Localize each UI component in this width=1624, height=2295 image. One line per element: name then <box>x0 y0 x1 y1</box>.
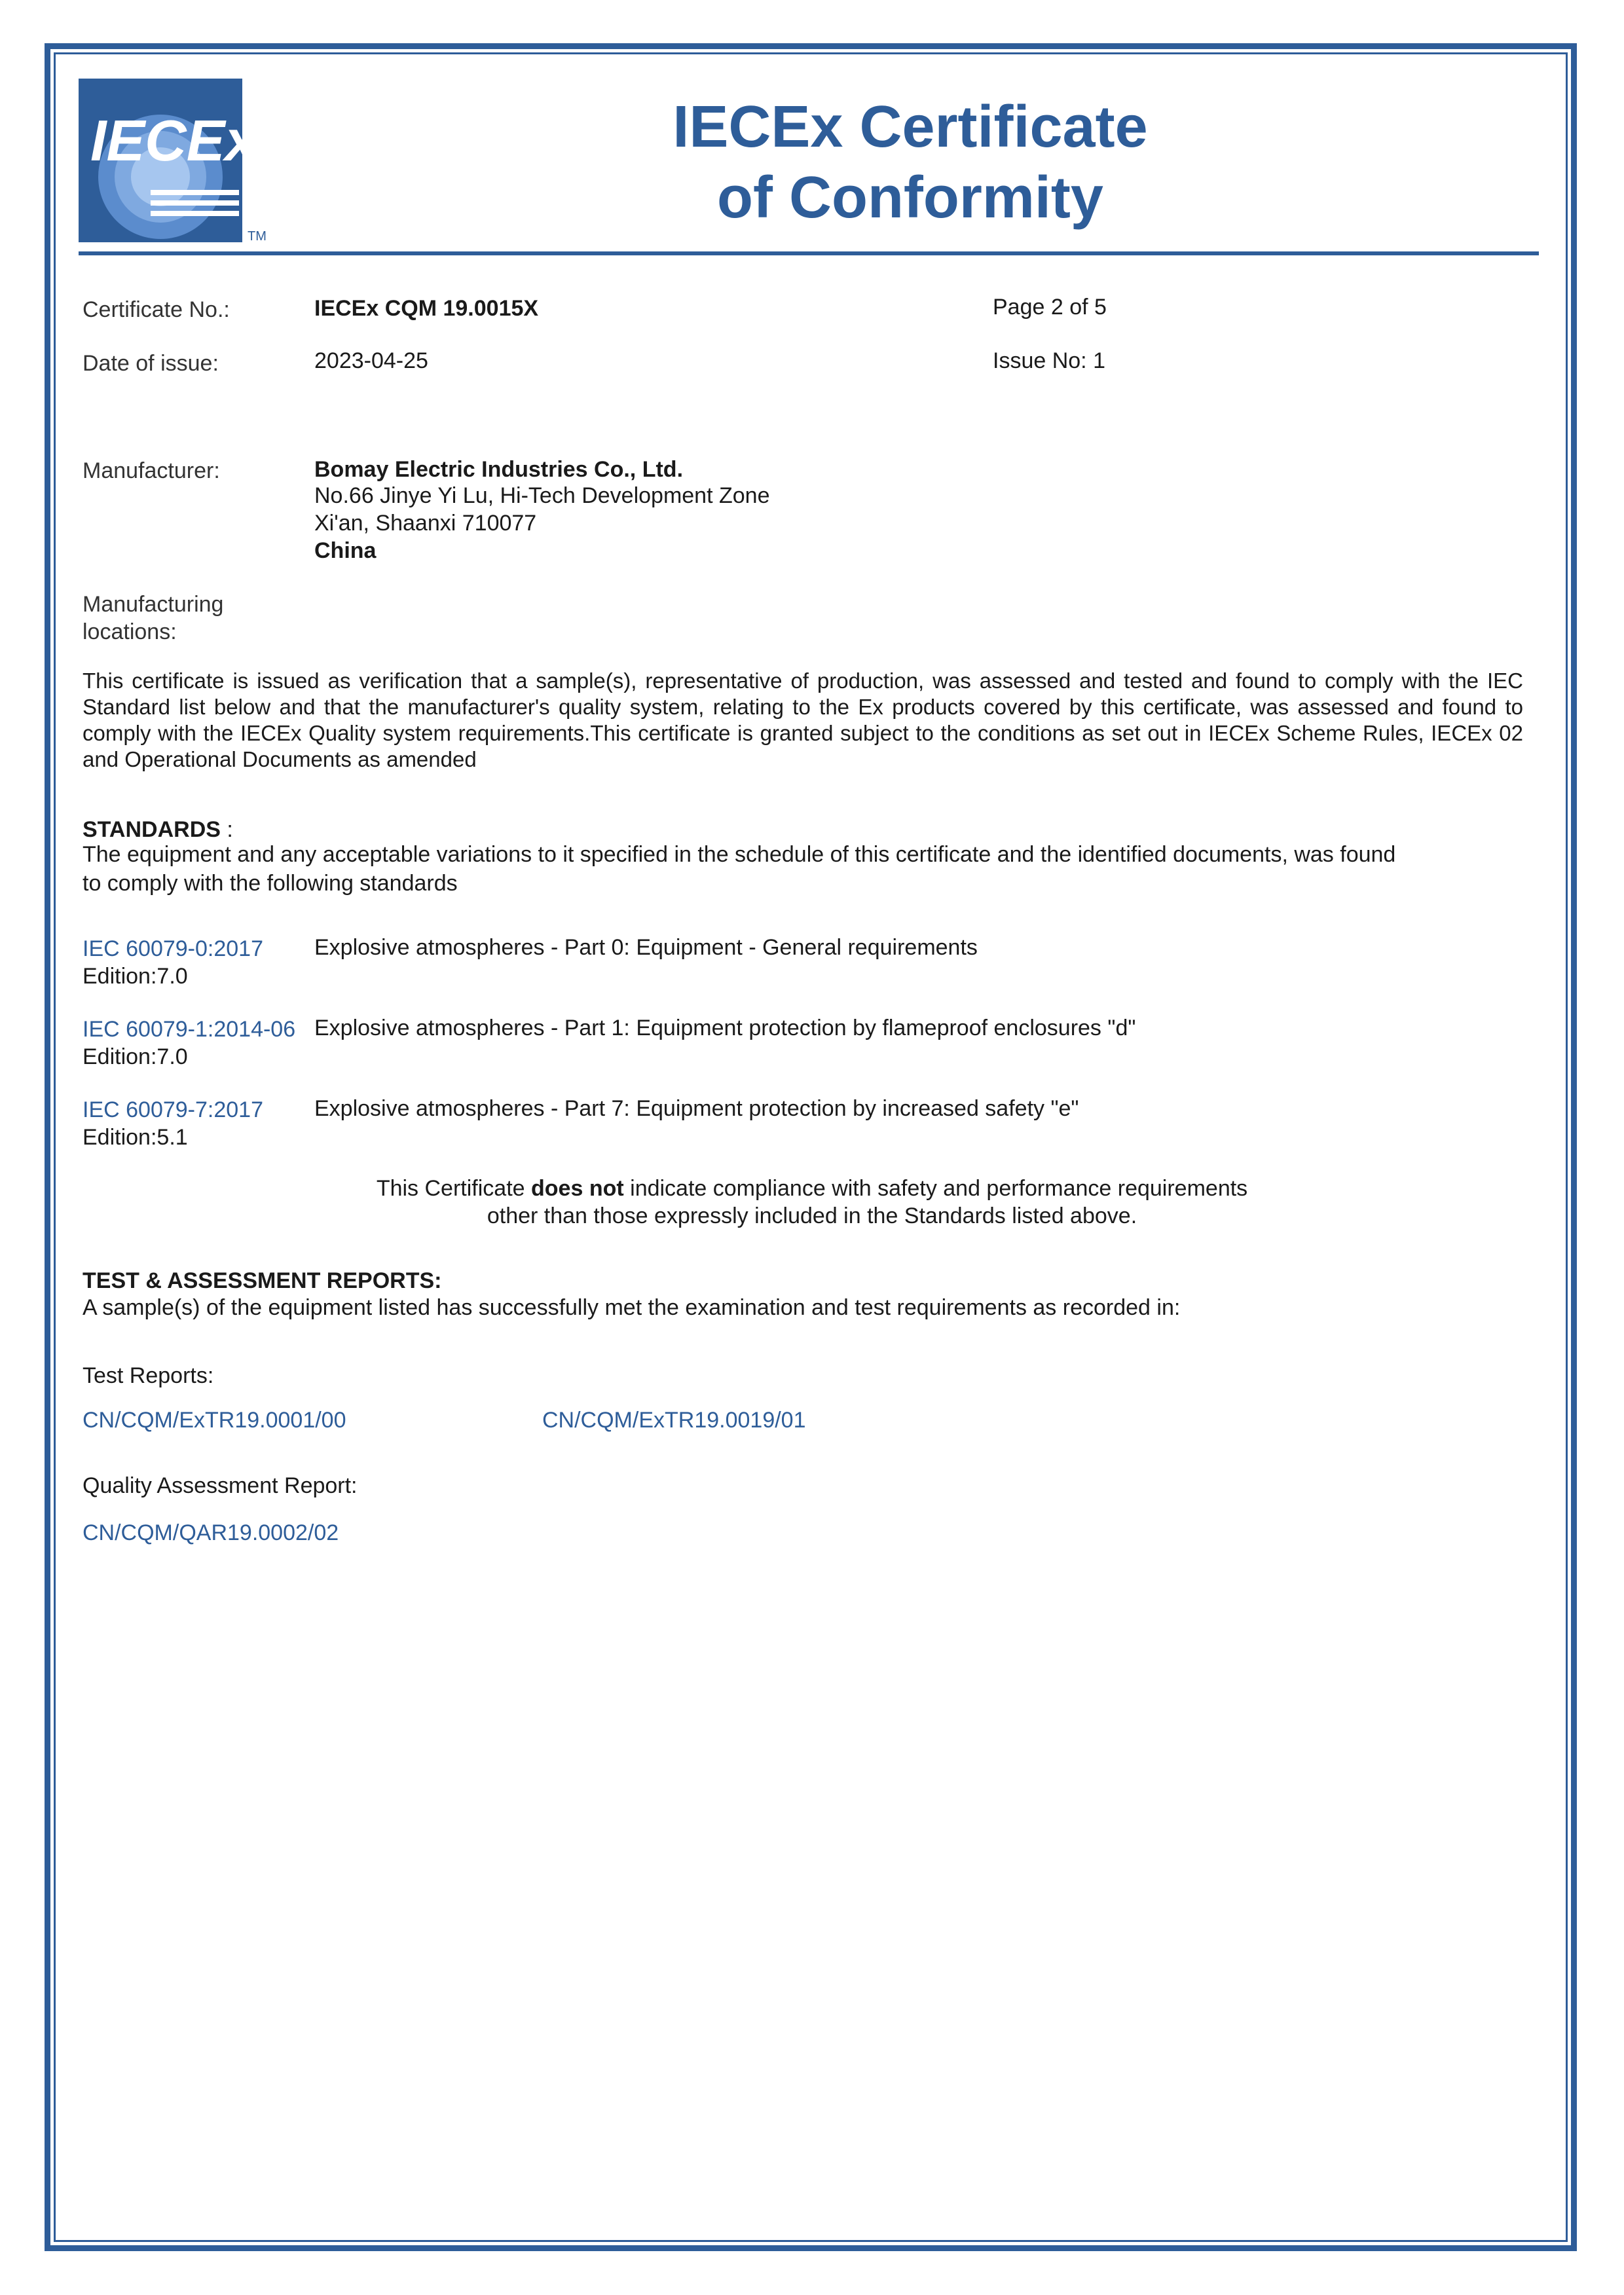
test-report-link[interactable]: CN/CQM/ExTR19.0019/01 <box>542 1408 806 1433</box>
disclaimer-pre: This Certificate <box>376 1176 532 1201</box>
standards-intro-line-1: The equipment and any acceptable variations to it specified in the schedule of this certificate and the identified documents, was found <box>83 842 1396 867</box>
manufacturer-country: China <box>314 538 377 563</box>
standard-code[interactable]: IEC 60079-1:2014-06 <box>83 1017 296 1042</box>
test-reports-label: Test Reports: <box>83 1363 214 1388</box>
compliance-disclaimer <box>262 1175 1362 1230</box>
issue-number: Issue No: 1 <box>993 348 1105 373</box>
disclaimer-emphasis: does not <box>531 1176 624 1201</box>
reports-heading: TEST & ASSESSMENT REPORTS: <box>83 1268 442 1293</box>
quality-assessment-report-link[interactable]: CN/CQM/QAR19.0002/02 <box>83 1520 339 1545</box>
disclaimer-line-1 <box>262 1175 1362 1202</box>
manufacturing-locations-label-2: locations: <box>83 619 177 644</box>
standard-code[interactable]: IEC 60079-7:2017 <box>83 1097 263 1122</box>
standard-description: Explosive atmospheres - Part 1: Equipment protection by flameproof enclosures "d" <box>314 1016 1136 1040</box>
svg-text:IECEx: IECEx <box>90 108 242 173</box>
standard-description: Explosive atmospheres - Part 0: Equipment - General requirements <box>314 935 978 960</box>
disclaimer-post: indicate compliance with safety and performance requirements <box>623 1176 1248 1201</box>
date-of-issue-label: Date of issue: <box>83 351 219 376</box>
manufacturer-label: Manufacturer: <box>83 458 220 483</box>
inner-border <box>54 52 1568 2242</box>
standards-heading-text: STANDARDS <box>83 817 221 842</box>
standards-intro-line-2: to comply with the following standards <box>83 871 458 896</box>
quality-assessment-label: Quality Assessment Report: <box>83 1473 358 1498</box>
standards-heading <box>83 816 233 843</box>
certificate-title <box>537 92 1283 233</box>
standards-heading-colon: : <box>220 817 233 842</box>
reports-intro: A sample(s) of the equipment listed has successfully met the examination and test requirements as recorded in: <box>83 1295 1181 1320</box>
disclaimer-line-2: other than those expressly included in the Standards listed above. <box>487 1203 1137 1228</box>
test-report-link[interactable]: CN/CQM/ExTR19.0001/00 <box>83 1408 346 1433</box>
verification-paragraph: This certificate is issued as verification that a sample(s), representative of production, was assessed and tested and found to comply with the IEC Standard list below and that the manufacturer's quality system, relating to the Ex products covered by this certificate, was assessed and found to comply with the IECEx Quality system requirements.This certificate is granted subject to the conditions as set out in IECEx Scheme Rules, IECEx 02 and Operational Documents as amended <box>83 669 1523 771</box>
standard-edition: Edition:7.0 <box>83 1044 188 1069</box>
title-divider <box>79 251 1539 255</box>
manufacturer-address-2: Xi'an, Shaanxi 710077 <box>314 511 537 536</box>
trademark-mark: TM <box>248 229 267 244</box>
standard-description: Explosive atmospheres - Part 7: Equipment protection by increased safety "e" <box>314 1096 1079 1121</box>
certificate-no-label: Certificate No.: <box>83 297 230 322</box>
title-line-2: of Conformity <box>717 165 1103 230</box>
standard-edition: Edition:7.0 <box>83 964 188 989</box>
date-of-issue-value: 2023-04-25 <box>314 348 428 373</box>
page-number: Page 2 of 5 <box>993 295 1107 320</box>
manufacturer-address-1: No.66 Jinye Yi Lu, Hi-Tech Development Zone <box>314 483 770 508</box>
standard-edition: Edition:5.1 <box>83 1125 188 1150</box>
manufacturing-locations-label-1: Manufacturing <box>83 592 224 617</box>
certificate-no-value: IECEx CQM 19.0015X <box>314 296 539 321</box>
manufacturer-name: Bomay Electric Industries Co., Ltd. <box>314 457 684 482</box>
iecex-logo <box>79 79 242 242</box>
title-line-1: IECEx Certificate <box>673 94 1148 160</box>
standard-code[interactable]: IEC 60079-0:2017 <box>83 936 263 961</box>
